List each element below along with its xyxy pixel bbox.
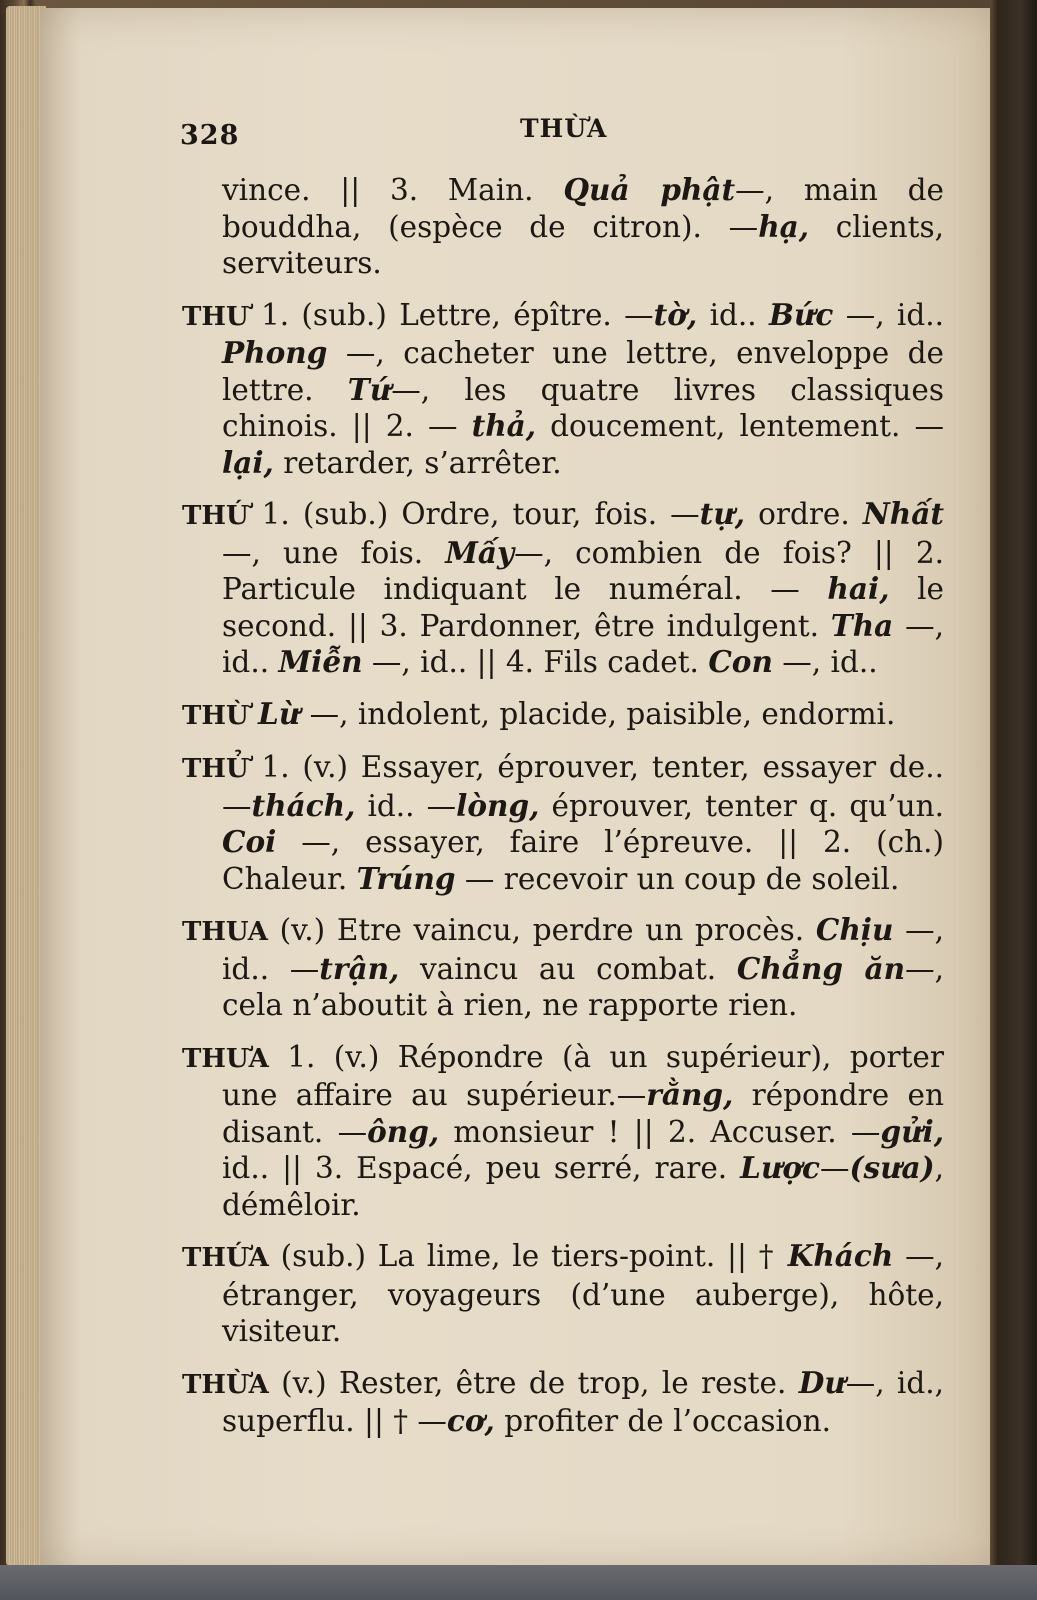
entry-example: Chịu bbox=[815, 912, 894, 947]
entry-text: id.. — bbox=[355, 788, 457, 823]
page-header bbox=[180, 108, 940, 158]
entry-thua bbox=[182, 912, 944, 1024]
entry-example: trận, bbox=[319, 950, 400, 986]
entry-example: tờ, bbox=[653, 296, 698, 332]
entry-example: Tứ bbox=[347, 371, 392, 407]
entry-example: Phong bbox=[222, 335, 328, 370]
entry-example: Quả phật bbox=[563, 172, 736, 207]
entry-text: le second. || 3. Pardonner, être indulgent. bbox=[222, 572, 944, 643]
entry-example: Mấy bbox=[445, 534, 515, 570]
entry-example: Chẳng ăn bbox=[736, 950, 906, 986]
entry-example: gửi, bbox=[880, 1113, 944, 1149]
entry-thu-sac bbox=[182, 496, 944, 681]
headword: THỨA bbox=[182, 1243, 269, 1273]
entry-text: id.. bbox=[697, 297, 769, 332]
entry-text: —, id.. — bbox=[222, 913, 944, 986]
entry-text: —, id.. bbox=[833, 297, 944, 332]
entry-thua-huyen bbox=[182, 1365, 944, 1440]
entry-text bbox=[249, 697, 258, 731]
headword: THỪA bbox=[182, 1369, 269, 1400]
entry-example: Dư bbox=[798, 1364, 846, 1400]
entry-text: — recevoir un coup de soleil. bbox=[455, 861, 900, 896]
entry-example: Miễn bbox=[278, 644, 363, 679]
entry-example: (sưa) bbox=[849, 1150, 935, 1185]
entry-thu-hoi bbox=[182, 749, 944, 897]
book-gutter-right bbox=[990, 0, 1037, 1600]
entry-text: —, cacheter une lettre, enveloppe de lettre. bbox=[222, 336, 944, 407]
entry-example: Nhất bbox=[862, 496, 944, 531]
entry-text: —, id.. bbox=[222, 608, 944, 679]
entry-text: 1. (sub.) Lettre, épître. — bbox=[248, 297, 654, 332]
entry-text: , démêloir. bbox=[222, 1151, 944, 1222]
entry-example: Coi bbox=[222, 824, 277, 859]
entry-example: tự, bbox=[699, 496, 746, 531]
entry-text: profiter de l’occasion. bbox=[494, 1404, 832, 1438]
entry-text: (v.) Rester, être de trop, le reste. bbox=[268, 1365, 799, 1400]
entry-example: Lược bbox=[740, 1150, 821, 1185]
headword: THƯA bbox=[182, 1043, 269, 1074]
entry-text: —, étranger, voyageurs (d’une auberge), hôte, visiteur. bbox=[222, 1239, 944, 1348]
entry-text: —, indolent, placide, paisible, endormi. bbox=[300, 696, 896, 731]
entry-text: vince. || 3. Main. bbox=[222, 173, 564, 207]
entry-text: retarder, s’arrêter. bbox=[273, 445, 562, 480]
entry-text: monsieur ! || 2. Accuser. — bbox=[439, 1114, 881, 1149]
entry-example: cơ, bbox=[446, 1403, 495, 1438]
entry-example: lòng, bbox=[456, 787, 540, 823]
entry-text: 1. (v.) Répondre (à un supérieur), porter une affaire au supérieur.— bbox=[222, 1039, 944, 1112]
entry-example: Bức bbox=[769, 296, 834, 332]
entry-thu bbox=[182, 297, 944, 482]
headword: THUA bbox=[182, 917, 268, 947]
headword: THỨ bbox=[182, 501, 249, 531]
entry-text: (v.) Etre vaincu, perdre un procès. bbox=[267, 913, 816, 947]
entry-thua-sac bbox=[182, 1238, 944, 1350]
entry-text: —, id.. bbox=[772, 645, 878, 679]
entry-example: Lừ bbox=[257, 695, 301, 731]
headword: THỬ bbox=[182, 754, 249, 784]
entry-text: — bbox=[820, 1151, 850, 1185]
entry-example: thả, bbox=[471, 408, 537, 443]
entry-example: thách, bbox=[251, 787, 356, 823]
table-surface bbox=[0, 1565, 1037, 1600]
entry-text: (sub.) La lime, le tiers-point. || † bbox=[268, 1239, 788, 1273]
entry-text: ordre. bbox=[745, 497, 863, 531]
entry-thu-huyen bbox=[182, 696, 944, 735]
entry-text: —, les quatre livres classiques chinois. || 2. — bbox=[222, 372, 944, 443]
entry-thua-horn bbox=[182, 1039, 944, 1224]
entry-text: —, main de bouddha, (espèce de citron). — bbox=[222, 173, 944, 244]
entry-text: —, combien de fois? || 2. Particule indiquant le numéral. — bbox=[222, 535, 944, 606]
entry-text: —, id., superflu. || † — bbox=[222, 1365, 945, 1438]
entry-text: id.. || 3. Espacé, peu serré, rare. bbox=[222, 1151, 741, 1185]
entry-example: hạ, bbox=[758, 208, 810, 244]
entry-text: —, cela n’aboutit à rien, ne rapporte rien. bbox=[222, 951, 945, 1022]
entry-text: vaincu au combat. bbox=[399, 951, 737, 986]
entry-example: rằng, bbox=[646, 1077, 734, 1112]
entry-example: hai, bbox=[827, 571, 890, 606]
entry-continuation bbox=[182, 172, 944, 282]
dictionary-text bbox=[182, 172, 944, 1455]
entry-text: —, une fois. bbox=[222, 535, 446, 570]
entry-text: clients, serviteurs. bbox=[222, 209, 944, 280]
entry-example: Con bbox=[708, 644, 773, 679]
entry-example: ông, bbox=[367, 1113, 440, 1149]
entry-example: Khách bbox=[787, 1238, 894, 1273]
entry-text: 1. (v.) Essayer, éprouver, tenter, essayer de.. — bbox=[222, 750, 944, 823]
entry-example: Trúng bbox=[356, 860, 456, 896]
entry-text: répondre en disant. — bbox=[222, 1078, 944, 1149]
entry-example: Tha bbox=[830, 607, 894, 643]
running-head: THỪA bbox=[520, 114, 608, 143]
entry-text: —, id.. || 4. Fils cadet. bbox=[362, 645, 709, 679]
headword: THƯ bbox=[182, 301, 249, 332]
entry-example: lại, bbox=[222, 444, 274, 480]
headword: THỪ bbox=[182, 700, 249, 731]
entry-text: doucement, lentement. — bbox=[536, 409, 944, 443]
page-number: 328 bbox=[180, 120, 240, 151]
entry-text: éprouver, tenter q. qu’un. bbox=[539, 788, 944, 823]
entry-text: —, essayer, faire l’épreuve. || 2. (ch.) Chaleur. bbox=[222, 825, 944, 896]
entry-text: 1. (sub.) Ordre, tour, fois. — bbox=[248, 497, 700, 531]
